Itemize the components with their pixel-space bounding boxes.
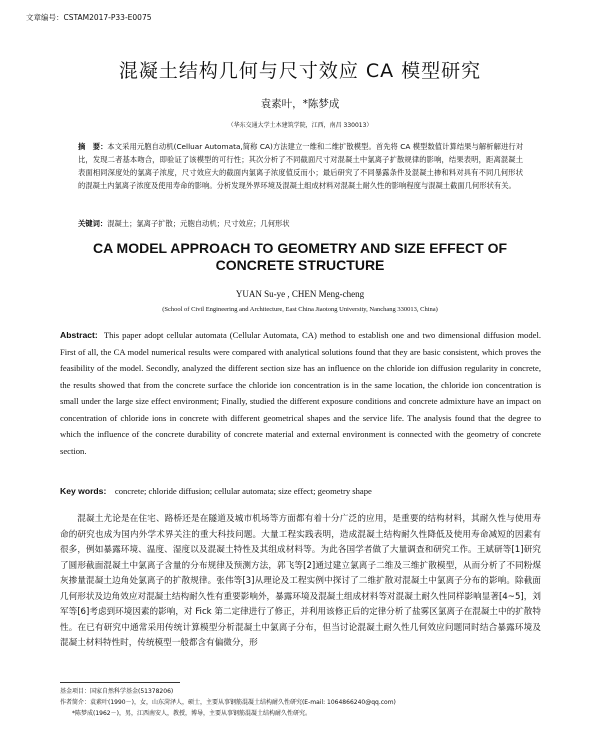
abstract-english-text: This paper adopt cellular automata (Cellular Automata, CA) method to establish one and two dimensional diffusion model. First of all, the CA model numerical results were compared with analytical solutions found that they are basic consistent, which proves the feasibility of the model. Secondly, analyzed the different section size has an influence on the chloride ion diffusion regularity in concrete, the results showed that from the concrete surface the chloride ion concentration is in the same location, the chloride ion concentration is small under the large size effect environment; Finally, studied the different exposure conditions and concrete admixture have an impact on concentration of chloride ions in concrete with different geometrical shapes and the service life. The analysis found that the degree to which the influence of the concrete durability of concrete material and external environment is connected with the geometry of concrete section. — [60, 330, 541, 456]
abstract-chinese-text: 本文采用元胞自动机(Celluar Automata,简称 CA)方法建立一维和二维扩散模型。首先将 CA 模型数值计算结果与解析解进行对比，发现二者基本吻合，即验证了该模型的可行性；其次分析了不同截面尺寸对混凝土中氯离子扩散规律的影响，结果表明，距离混凝土表面相同深度处的氯离子浓度，尺寸效应大的截面内氯离子浓度值反而小；最后研究了不同暴露条件及混凝土掺和料对具有不同几何形状的混凝土内氯离子浓度及使用寿命的影响。分析发现外界环境及混凝土组成材料对混凝土耐久性的影响程度与混凝土截面几何形状有关。 — [78, 142, 523, 190]
affiliation-english: (School of Civil Engineering and Architecture, East China Jiaotong University, Nanchang 330013, China) — [162, 306, 438, 313]
keywords-english-label: Key words: — [60, 486, 107, 496]
affiliation-chinese: （华东交通大学土木建筑学院，江西，南昌 330013） — [227, 122, 373, 129]
footnotes — [60, 686, 541, 719]
footnote-author1: 作者简介：袁素叶(1990－)，女，山东菏泽人，硕士，主要从事钢筋混凝土结构耐久性研究(E-mail: 1064866240@qq.com) — [60, 699, 396, 706]
abstract-english-label: Abstract: — [60, 330, 98, 340]
keywords-english-text: concrete; chloride diffusion; cellular automata; size effect; geometry shape — [114, 486, 372, 496]
keywords-chinese-label: 关键词： — [78, 219, 108, 228]
keywords-chinese-text: 混凝土；氯离子扩散；元胞自动机；尺寸效应；几何形状 — [107, 219, 290, 228]
title-chinese: 混凝土结构几何与尺寸效应 CA 模型研究 — [118, 60, 482, 82]
footnote-divider — [60, 682, 180, 683]
body-paragraph: 混凝土尤论是在住宅、路桥还是在隧道及城市机场等方面都有着十分广泛的应用，是重要的结构材料，其耐久性与使用寿命的研究也成为国内外学术界关注的重大科技问题。大量工程实践表明，造成混凝土结构耐久性降低及使用寿命减短的因素有很多，例如暴露环境、温度、湿度以及混凝土特性及其组成材料等。为此各国学者做了大量调查和研究工作。王斌研等[1]研究了圆形截面混凝土中氯离子含量的分布规律及预测方法，郭飞等[2]通过建立氯离子二维及三维扩散模型，从而分析了不同粉煤灰掺量混凝土边角处氯离子的扩散规律。张伟等[3]从理论及工程实例中探讨了二维扩散对混凝土中氯离子分布的影响。除截面几何形状及边角效应对混凝土结构耐久性有重要影响外，暴露环境及混凝土组成材料等对混凝土耐久性同样影响显著[4~5]，刘军等[6]考虑到环境因素的影响，对 Fick 第二定律进行了修正，并利用该修正后的定律分析了盐雾区氯离子在混凝土中的扩散特性。在已有研究中通常采用传统计算模型分析混凝土中氯离子分布，但当讨论混凝土耐久性几何效应问题同时结合暴露环境及混凝土材料特性时，传统模型一般都含有偏微分，形 — [60, 514, 541, 648]
keywords-english — [60, 486, 541, 496]
title-english: CA MODEL APPROACH TO GEOMETRY AND SIZE EFFECT OF CONCRETE STRUCTURE — [92, 240, 508, 273]
authors-chinese: 袁素叶，*陈梦成 — [260, 98, 340, 110]
abstract-chinese — [78, 140, 523, 192]
document-number: 文章编号：CSTAM2017-P33-E0075 — [26, 13, 152, 22]
authors-english: YUAN Su-ye , CHEN Meng-cheng — [235, 289, 365, 299]
abstract-english — [60, 327, 541, 459]
footnote-fund: 基金项目：国家自然科学基金(51378206) — [60, 688, 174, 695]
footnote-author2: *陈梦成(1962－)，男，江西南安人，教授，博导，主要从事钢筋混凝土结构耐久性研究。 — [72, 710, 311, 717]
keywords-chinese — [78, 219, 523, 229]
abstract-chinese-label: 摘 要： — [78, 142, 108, 151]
